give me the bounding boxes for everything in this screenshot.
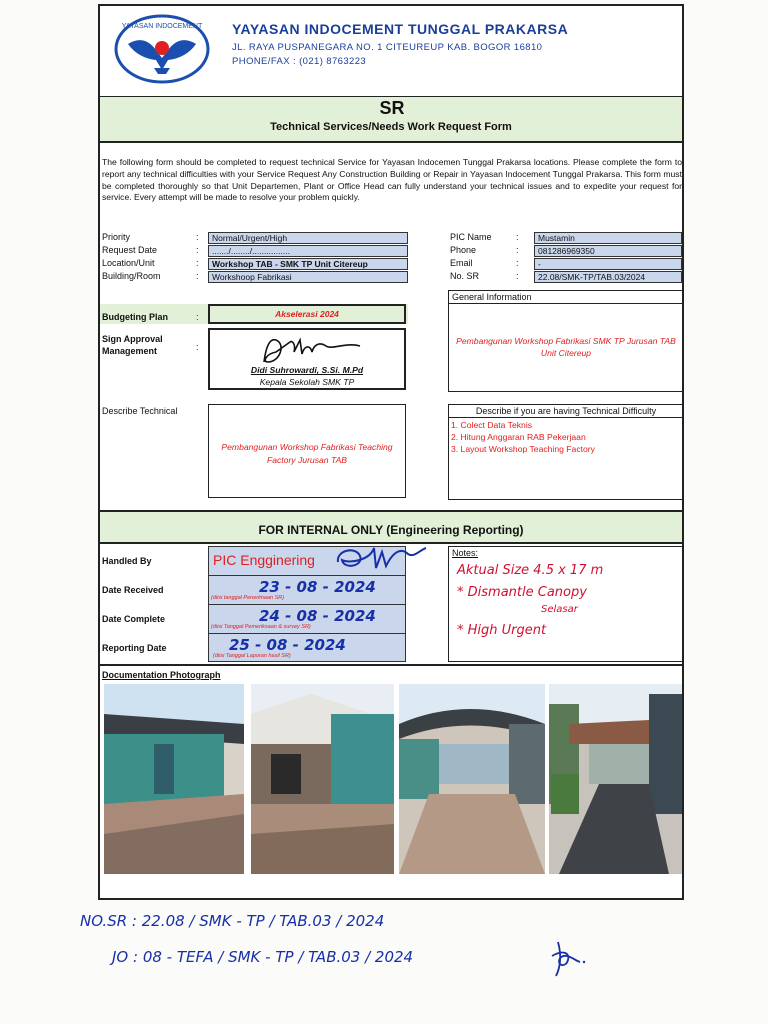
date-complete-value[interactable]: 24 - 08 - 2024 — [259, 607, 376, 625]
photo-3 — [399, 684, 545, 874]
approval-box[interactable] — [208, 328, 406, 390]
budgeting-label: Budgeting Plan — [102, 312, 168, 322]
email-value[interactable]: - — [534, 258, 682, 270]
approver-position: Kepala Sekolah SMK TP — [259, 377, 355, 387]
request-date-value[interactable]: ......./......../................ — [208, 245, 408, 257]
reporting-date-hint: (diisi Tanggal Laporan hasil SR) — [213, 653, 291, 659]
colon: : — [516, 232, 519, 242]
building-label: Building/Room — [102, 271, 161, 281]
org-phone: PHONE/FAX : (021) 8763223 — [232, 56, 367, 67]
budgeting-value-box[interactable] — [208, 304, 406, 324]
colon: : — [196, 271, 199, 281]
signature-icon — [256, 332, 366, 368]
date-received-hint: (diisi tanggal Penerimaan SR) — [211, 595, 285, 601]
colon: : — [196, 258, 199, 268]
handled-by-value[interactable]: PIC Engginering — [213, 552, 315, 568]
difficulty-item: 2. Hitung Anggaran RAB Pekerjaan — [451, 432, 586, 442]
divider — [98, 141, 684, 143]
handled-by-label: Handled By — [102, 556, 152, 566]
note-line: Selasar — [541, 604, 578, 615]
divider — [98, 664, 684, 666]
general-info-box — [448, 290, 684, 392]
intro-paragraph: The following form should be completed to request technical Service for Yayasan Indocemen Tunggal Prakarsa locations. Please complete the form to report any technical difficulties with your Service Request Any Construction Building or Repair in Yayasan Indocement Tunggal Prakarsa. This form must be completed thoroughly so that Unit Departemen, Plant or Office Head can fully understand your technical issues and to expedite your request for service. Every attempt will be made to resolve your problem quickly. — [102, 157, 682, 203]
date-complete-label: Date Complete — [102, 614, 166, 624]
no-sr-label: No. SR — [450, 271, 480, 281]
pic-name-label: PIC Name — [450, 232, 492, 242]
reporting-date-label: Reporting Date — [102, 643, 167, 653]
colon: : — [516, 245, 519, 255]
initials-signature-icon — [548, 936, 588, 980]
priority-value[interactable]: Normal/Urgent/High — [208, 232, 408, 244]
approval-label: Sign Approval Management — [102, 334, 163, 356]
documentation-label: Documentation Photograph — [102, 670, 221, 680]
internal-title: FOR INTERNAL ONLY (Engineering Reporting) — [258, 523, 524, 537]
notes-label: Notes: — [452, 548, 479, 558]
date-received-value[interactable]: 23 - 08 - 2024 — [259, 578, 376, 596]
date-received-label: Date Received — [102, 585, 164, 595]
colon: : — [516, 271, 519, 281]
general-info-text: Pembangunan Workshop Fabrikasi SMK TP Jurusan TAB Unit Citereup — [456, 336, 676, 358]
date-complete-hint: (diisi Tanggal Pemeriksaan & survey SR) — [211, 624, 311, 630]
email-label: Email — [450, 258, 473, 268]
difficulty-item: 3. Layout Workshop Teaching Factory — [451, 444, 595, 454]
building-value[interactable]: Workshoop Fabrikasi — [208, 271, 408, 283]
general-info-label: General Information — [449, 291, 683, 304]
approver-name: Didi Suhrowardi, S.Si. M.Pd — [250, 365, 364, 375]
note-line: Aktual Size 4.5 x 17 m — [457, 563, 604, 578]
form-title: Technical Services/Needs Work Request Form — [270, 121, 512, 133]
note-line: * Dismantle Canopy — [457, 585, 587, 600]
colon: : — [196, 312, 199, 322]
photo-2 — [251, 684, 394, 874]
request-date-label: Request Date — [102, 245, 158, 255]
location-value[interactable]: Workshop TAB - SMK TP Unit Citereup — [208, 258, 408, 270]
describe-label: Describe Technical — [102, 406, 178, 416]
priority-label: Priority — [102, 232, 131, 242]
location-label: Location/Unit — [102, 258, 155, 268]
notes-box[interactable] — [448, 546, 684, 662]
colon: : — [516, 258, 519, 268]
difficulty-item: 1. Colect Data Teknis — [451, 420, 533, 430]
org-logo — [114, 14, 210, 84]
pic-name-value[interactable]: Mustamin — [534, 232, 682, 244]
org-address: JL. RAYA PUSPANEGARA NO. 1 CITEUREUP KAB. BOGOR 16810 — [232, 42, 543, 53]
org-name: YAYASAN INDOCEMENT TUNGGAL PRAKARSA — [232, 21, 569, 37]
engineer-signature-icon — [330, 540, 430, 576]
difficulty-box[interactable] — [448, 404, 684, 500]
difficulty-label: Describe if you are having Technical Difficulty — [449, 405, 683, 418]
colon: : — [196, 245, 199, 255]
phone-label: Phone — [450, 245, 477, 255]
no-sr-value[interactable]: 22.08/SMK-TP/TAB.03/2024 — [534, 271, 682, 283]
phone-value[interactable]: 081286969350 — [534, 245, 682, 257]
note-line: * High Urgent — [457, 623, 547, 638]
describe-text: Pembangunan Workshop Fabrikasi Teaching Factory Jurusan TAB — [221, 442, 393, 465]
colon: : — [196, 232, 199, 242]
form-code: SR — [379, 98, 405, 118]
reporting-date-value[interactable]: 25 - 08 - 2024 — [229, 636, 346, 654]
footer-jo-number: JO : 08 - TEFA / SMK - TP / TAB.03 / 2024 — [112, 948, 414, 966]
describe-box[interactable] — [208, 404, 406, 498]
budgeting-value: Akselerasi 2024 — [275, 309, 339, 319]
footer-sr-number: NO.SR : 22.08 / SMK - TP / TAB.03 / 2024 — [80, 912, 385, 930]
colon: : — [196, 342, 199, 352]
svg-text:YAYASAN INDOCEMENT: YAYASAN INDOCEMENT — [121, 23, 203, 30]
photo-1 — [104, 684, 244, 874]
photo-4 — [549, 684, 682, 874]
